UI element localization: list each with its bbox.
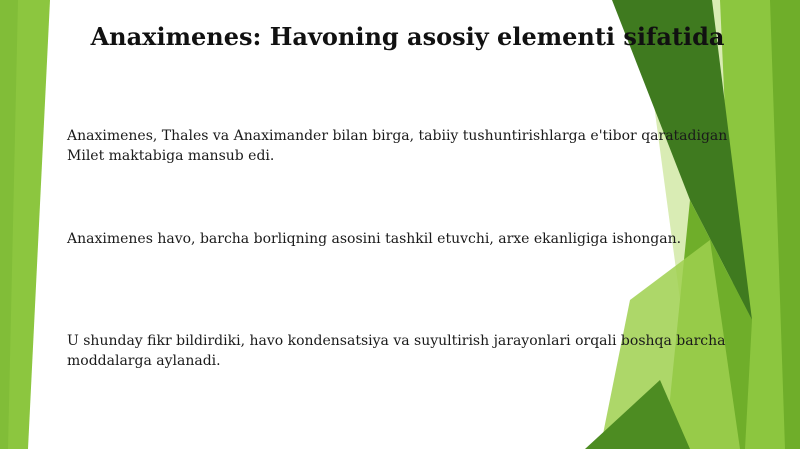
paragraph-2: Anaximenes havo, barcha borliqning asosini tashkil etuvchi, arxe ekanligiga ishongan. [67, 231, 682, 247]
slide-title: Anaximenes: Havoning asosiy elementi sifatida [90, 22, 725, 51]
paragraph-3: U shunday fikr bildirdiki, havo kondensatsiya va suyultirish jarayonlari orqali boshqa barcha moddalarga aylanadi. [67, 333, 726, 369]
paragraph-1: Anaximenes, Thales va Anaximander bilan birga, tabiiy tushuntirishlarga e'tibor qaratadigan Milet maktabiga mansub edi. [67, 128, 728, 164]
